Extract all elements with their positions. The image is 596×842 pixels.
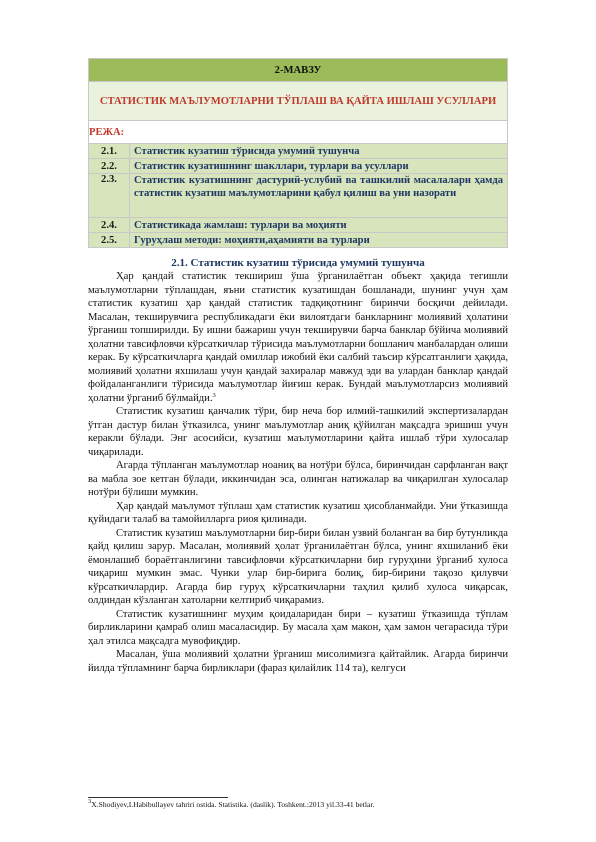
paragraph: Статистик кузатиш маълумотларни бир-бири билан узвий боланган ва бир бутунликда қайд қилиш зарур. Масалан, молиявий ҳолат ўрганилаётган бўлса, унинг яхшиланиб ёки ёмонлашиб бораётганлигини тавсифловчи кўрсаткичларни бир гуруҳини ўрганиб хулоса чиқариш мумкин эмас. Чунки улар бир-бирига болиқ, бир-бирини тақозо қилувчи кўрсаткичлардир. Агарда бир гуруҳ кўрсаткичларни таҳлил қилиб хулоса чиқарсак, олдиндан кўзланган хатоларни келтириб чиқарамиз. [88, 527, 508, 606]
plan-item-text: Статистик кузатишнинг дастурий-услубий ва ташкилий масалалари ҳамда статистик кузатиш маълумотларини қабул қилиш ва уни назорати [130, 174, 508, 218]
topic-row [89, 59, 508, 82]
plan-item-text: Статистик кузатиш тўрисида умумий тушунча [130, 144, 508, 159]
plan-item-number: 2.4. [89, 218, 130, 233]
footnote-reference[interactable]: 3 [212, 391, 216, 399]
footnote-divider [88, 797, 228, 798]
plan-label: РЕЖА: [89, 121, 508, 144]
plan-item-number: 2.5. [89, 233, 130, 248]
paragraph: Масалан, ўша молиявий ҳолатни ўрганиш мисолимизга қайтайлик. Агарда биринчи йилда тўпламнинг барча бирликлари (фараз қилайлик 114 та), келгуси [88, 649, 508, 674]
section-body [88, 270, 508, 675]
footnote [88, 800, 508, 810]
paragraph-text: Ҳар қандай статистик текшириш ўша ўрганилаётган объект ҳақида тегишли маълумотларни тўплашдан, яъни статистик кузатишдан бошланади, шунинг учун ҳам статистик кузатиш ҳар қандай статистик тадқиқотнинг биринчи босқичи дейилади. Масалан, текширувчига республикадаги ёки вилоятдаги банкларнинг молиявий ҳолатини ўрганиш топширилди. Бу ишни бажариш учун текширувчи барча банклар бўйича молиявий ҳолатни тавсифловчи кўрсаткичлар тўрисида маълумотларни бошланич манбалардан олиши керак. Бу кўрсаткичларга қандай омиллар ижобий ёки салбий таъсир кўрсатганлиги ҳақида, молиявий ҳолатни яхшилаш учун қандай захиралар мавжуд эди ва улардан банклар қандай фойдаланганлиги тўрисида маълумотлар йиғиш керак. Бундай маълумотларсиз молиявий ҳолатни ўрганиб бўлмайди. [88, 271, 508, 404]
footnote-text: X.Shodiyev,I.Habibullayev tahriri ostida. Statistika. (daslik). Toshkent.:2013 yil.33-41 betlar. [91, 800, 375, 809]
topic-number: 2-МАВЗУ [89, 59, 508, 82]
topic-title: СТАТИСТИК МАЪЛУМОТЛАРНИ ТЎПЛАШ ВА ҚАЙТА ИШЛАШ УСУЛЛАРИ [89, 82, 508, 121]
plan-item-number: 2.2. [89, 159, 130, 174]
document-page [88, 58, 508, 675]
paragraph [88, 270, 508, 405]
plan-item-text: Статистикада жамлаш: турлари ва моҳияти [130, 218, 508, 233]
title-row [89, 82, 508, 121]
section-heading: 2.1. Статистик кузатиш тўрисида умумий тушунча [171, 257, 425, 269]
paragraph: Ҳар қандай маълумот тўплаш ҳам статистик кузатиш ҳисобланмайди. Уни ўтказишда қуйидаги талаб ва тамойилларга риоя қилинади. [88, 500, 508, 525]
plan-item-text: Статистик кузатишнинг шакллари, турлари ва усуллари [130, 159, 508, 174]
lesson-plan-table [88, 58, 508, 248]
paragraph: Статистик кузатишнинг муҳим қоидаларидан бири – кузатиш ўтказишда тўплам бирликларини қамраб олиш масаласидир. Бу масала ҳам макон, ҳам замон чегарасида тўри ҳал этилса мақсадга мувофиқдир. [88, 608, 508, 647]
plan-item-number: 2.3. [89, 174, 130, 218]
paragraph: Статистик кузатиш қанчалик тўри, бир неча бор илмий-ташкилий экспертизалардан ўтган дастур билан ўтказилса, унинг маълумотлар аниқ қўйилган мақсадга эришиш учун керакли бўлади. Энг асосийси, кузатиш маълумотларини қайта ишлаб тўри хулосалар чиқарилади. [88, 406, 508, 458]
plan-item [89, 174, 508, 218]
plan-item-text: Гуруҳлаш методи: моҳияти,аҳамияти ва турлари [130, 233, 508, 248]
plan-item [89, 144, 508, 159]
plan-item [89, 233, 508, 248]
paragraph: Агарда тўпланган маълумотлар ноаниқ ва нотўри бўлса, биринчидан сарфланган вақт ва мабла зое кетган бўлади, иккинчидан эса, олинган натижалар ва чиқарилган хулосалар нотўри бўлиши мумкин. [88, 460, 508, 498]
plan-item-number: 2.1. [89, 144, 130, 159]
plan-label-row [89, 121, 508, 144]
plan-item [89, 159, 508, 174]
footnote-marker: 3 [88, 798, 92, 805]
plan-item [89, 218, 508, 233]
